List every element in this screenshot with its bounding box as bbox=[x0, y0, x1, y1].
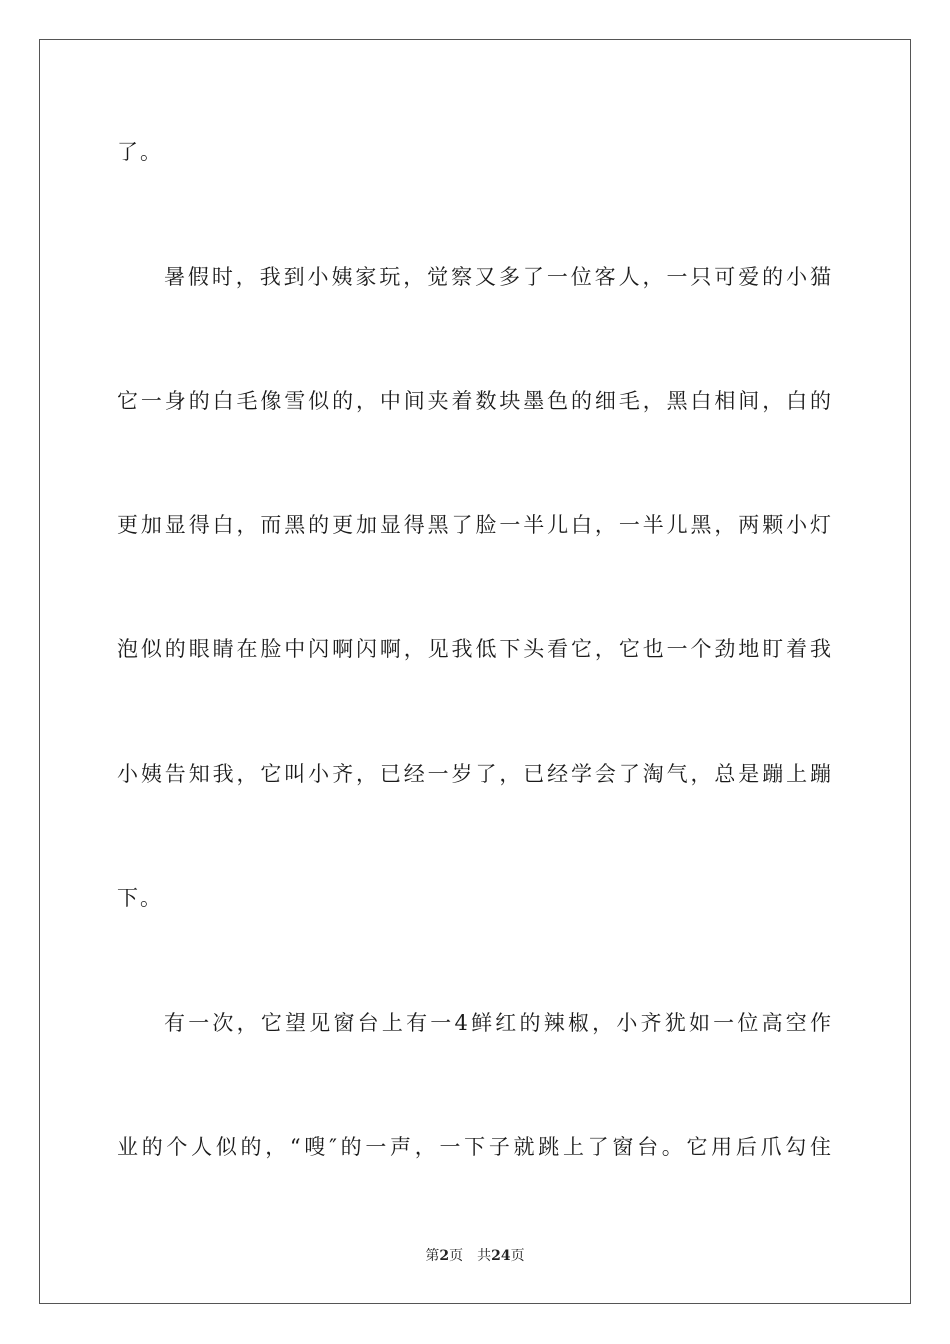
page-suffix: 页 bbox=[449, 1248, 464, 1264]
total-suffix: 页 bbox=[510, 1248, 525, 1264]
page-number-footer bbox=[0, 1246, 950, 1266]
text-line: 小姨告知我，它叫小齐，已经一岁了，已经学会了淘气，总是蹦上蹦 bbox=[117, 762, 833, 786]
page-border bbox=[39, 39, 911, 1304]
paragraph-start-line: 有一次，它望见窗台上有一4鲜红的辣椒，小齐犹如一位高空作 bbox=[164, 1011, 833, 1035]
text-line: 更加显得白，而黑的更加显得黑了脸一半儿白，一半儿黑，两颗小灯 bbox=[117, 513, 833, 537]
text-line: 泡似的眼睛在脸中闪啊闪啊，见我低下头看它，它也一个劲地盯着我 bbox=[117, 637, 833, 661]
text-line: 了。 bbox=[117, 140, 163, 164]
paragraph-start-line: 暑假时，我到小姨家玩，觉察又多了一位客人，一只可爱的小猫 bbox=[164, 265, 833, 289]
text-line: 它一身的白毛像雪似的，中间夹着数块墨色的细毛，黑白相间，白的 bbox=[117, 389, 833, 413]
total-prefix: 共 bbox=[477, 1248, 492, 1264]
total-page-count: 24 bbox=[491, 1248, 511, 1264]
page-prefix: 第 bbox=[425, 1248, 440, 1264]
current-page-number: 2 bbox=[439, 1248, 450, 1264]
text-line: 业的个人似的，“嗖″的一声，一下子就跳上了窗台。它用后爪勾住 bbox=[117, 1135, 833, 1159]
text-line: 下。 bbox=[117, 886, 163, 910]
